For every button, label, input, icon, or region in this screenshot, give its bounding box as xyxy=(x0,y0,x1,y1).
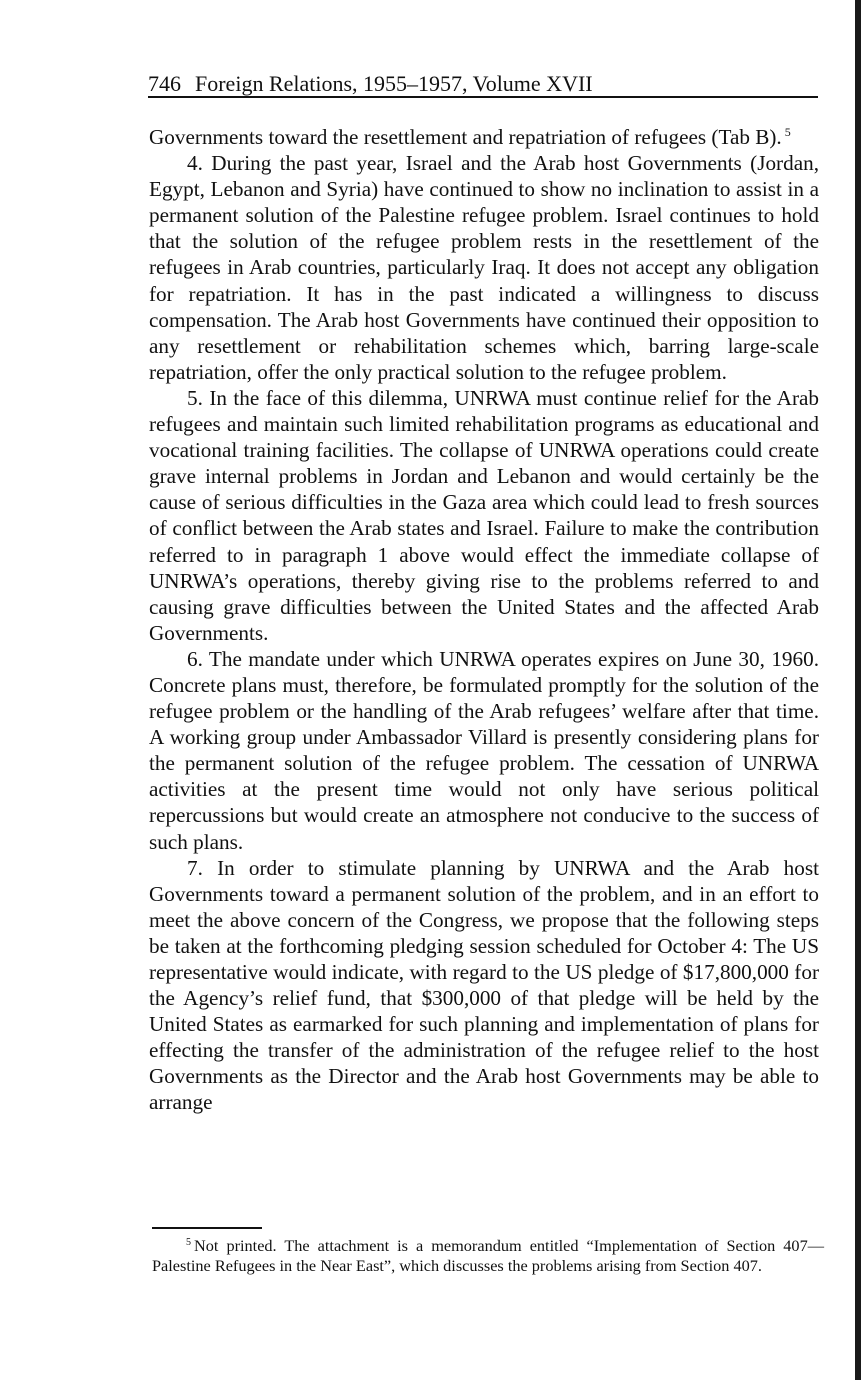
page-number: 746 xyxy=(148,71,181,96)
running-title: Foreign Relations, 1955–1957, Volume XVII xyxy=(195,71,593,96)
paragraph-6: 6. The mandate under which UNRWA operates expires on June 30, 1960. Concrete plans must, therefore, be formulated promptly for the solution of the refugee problem or the handling of the Arab refugees’ welfare after that time. A working group under Ambassador Villard is presently considering plans for the permanent solution of the refugee problem. The cessation of UNRWA activities at the present time would not only have serious political repercussions but would create an atmosphere not conducive to the success of such plans. xyxy=(149,646,819,854)
paragraph-continuation xyxy=(149,124,819,150)
footnote-text: Not printed. The attachment is a memorandum entitled “Implementation of Section 407—Palestine Refugees in the Near East”, which discusses the problems arising from Section 407. xyxy=(152,1236,824,1275)
paragraph-7: 7. In order to stimulate planning by UNRWA and the Arab host Governments toward a permanent solution of the problem, and in an effort to meet the above concern of the Congress, we propose that the following steps be taken at the forthcoming pledging session scheduled for October 4: The US representative would indicate, with regard to the US pledge of $17,800,000 for the Agency’s relief fund, that $300,000 of that pledge will be held by the United States as earmarked for such planning and implementation of plans for effecting the transfer of the administration of the refugee relief to the host Governments as the Director and the Arab host Governments may be able to arrange xyxy=(149,855,819,1115)
footnote-reference: 5 xyxy=(784,125,791,139)
header-rule xyxy=(148,96,818,98)
footnote xyxy=(152,1236,824,1276)
footnote-marker: 5 xyxy=(186,1237,191,1248)
footnote-rule xyxy=(152,1227,262,1229)
paragraph-4: 4. During the past year, Israel and the Arab host Governments (Jordan, Egypt, Lebanon and Syria) have continued to show no inclination to assist in a permanent solution of the Palestine refugee problem. Israel continues to hold that the solution of the refugee problem rests in the resettlement of the refugees in Arab countries, particularly Iraq. It does not accept any obligation for repatriation. It has in the past indicated a willingness to discuss compensation. The Arab host Governments have continued their opposition to any resettlement or rehabilitation schemes which, barring large-scale repatriation, offer the only practical solution to the refugee problem. xyxy=(149,151,819,384)
page-edge-shadow xyxy=(855,0,861,1380)
paragraph-5: 5. In the face of this dilemma, UNRWA must continue relief for the Arab refugees and maintain such limited rehabilitation programs as educational and vocational training facilities. The collapse of UNRWA operations could create grave internal problems in Jordan and Lebanon and would certainly be the cause of serious difficulties in the Gaza area which could lead to fresh sources of conflict between the Arab states and Israel. Failure to make the contribution referred to in paragraph 1 above would effect the immediate collapse of UNRWA’s operations, thereby giving rise to the problems referred to and causing grave difficulties between the United States and the affected Arab Governments. xyxy=(149,385,819,645)
body-text xyxy=(149,124,819,1116)
running-head xyxy=(148,70,818,98)
paragraph-text: Governments toward the resettlement and repatriation of refugees (Tab B). xyxy=(149,125,782,149)
